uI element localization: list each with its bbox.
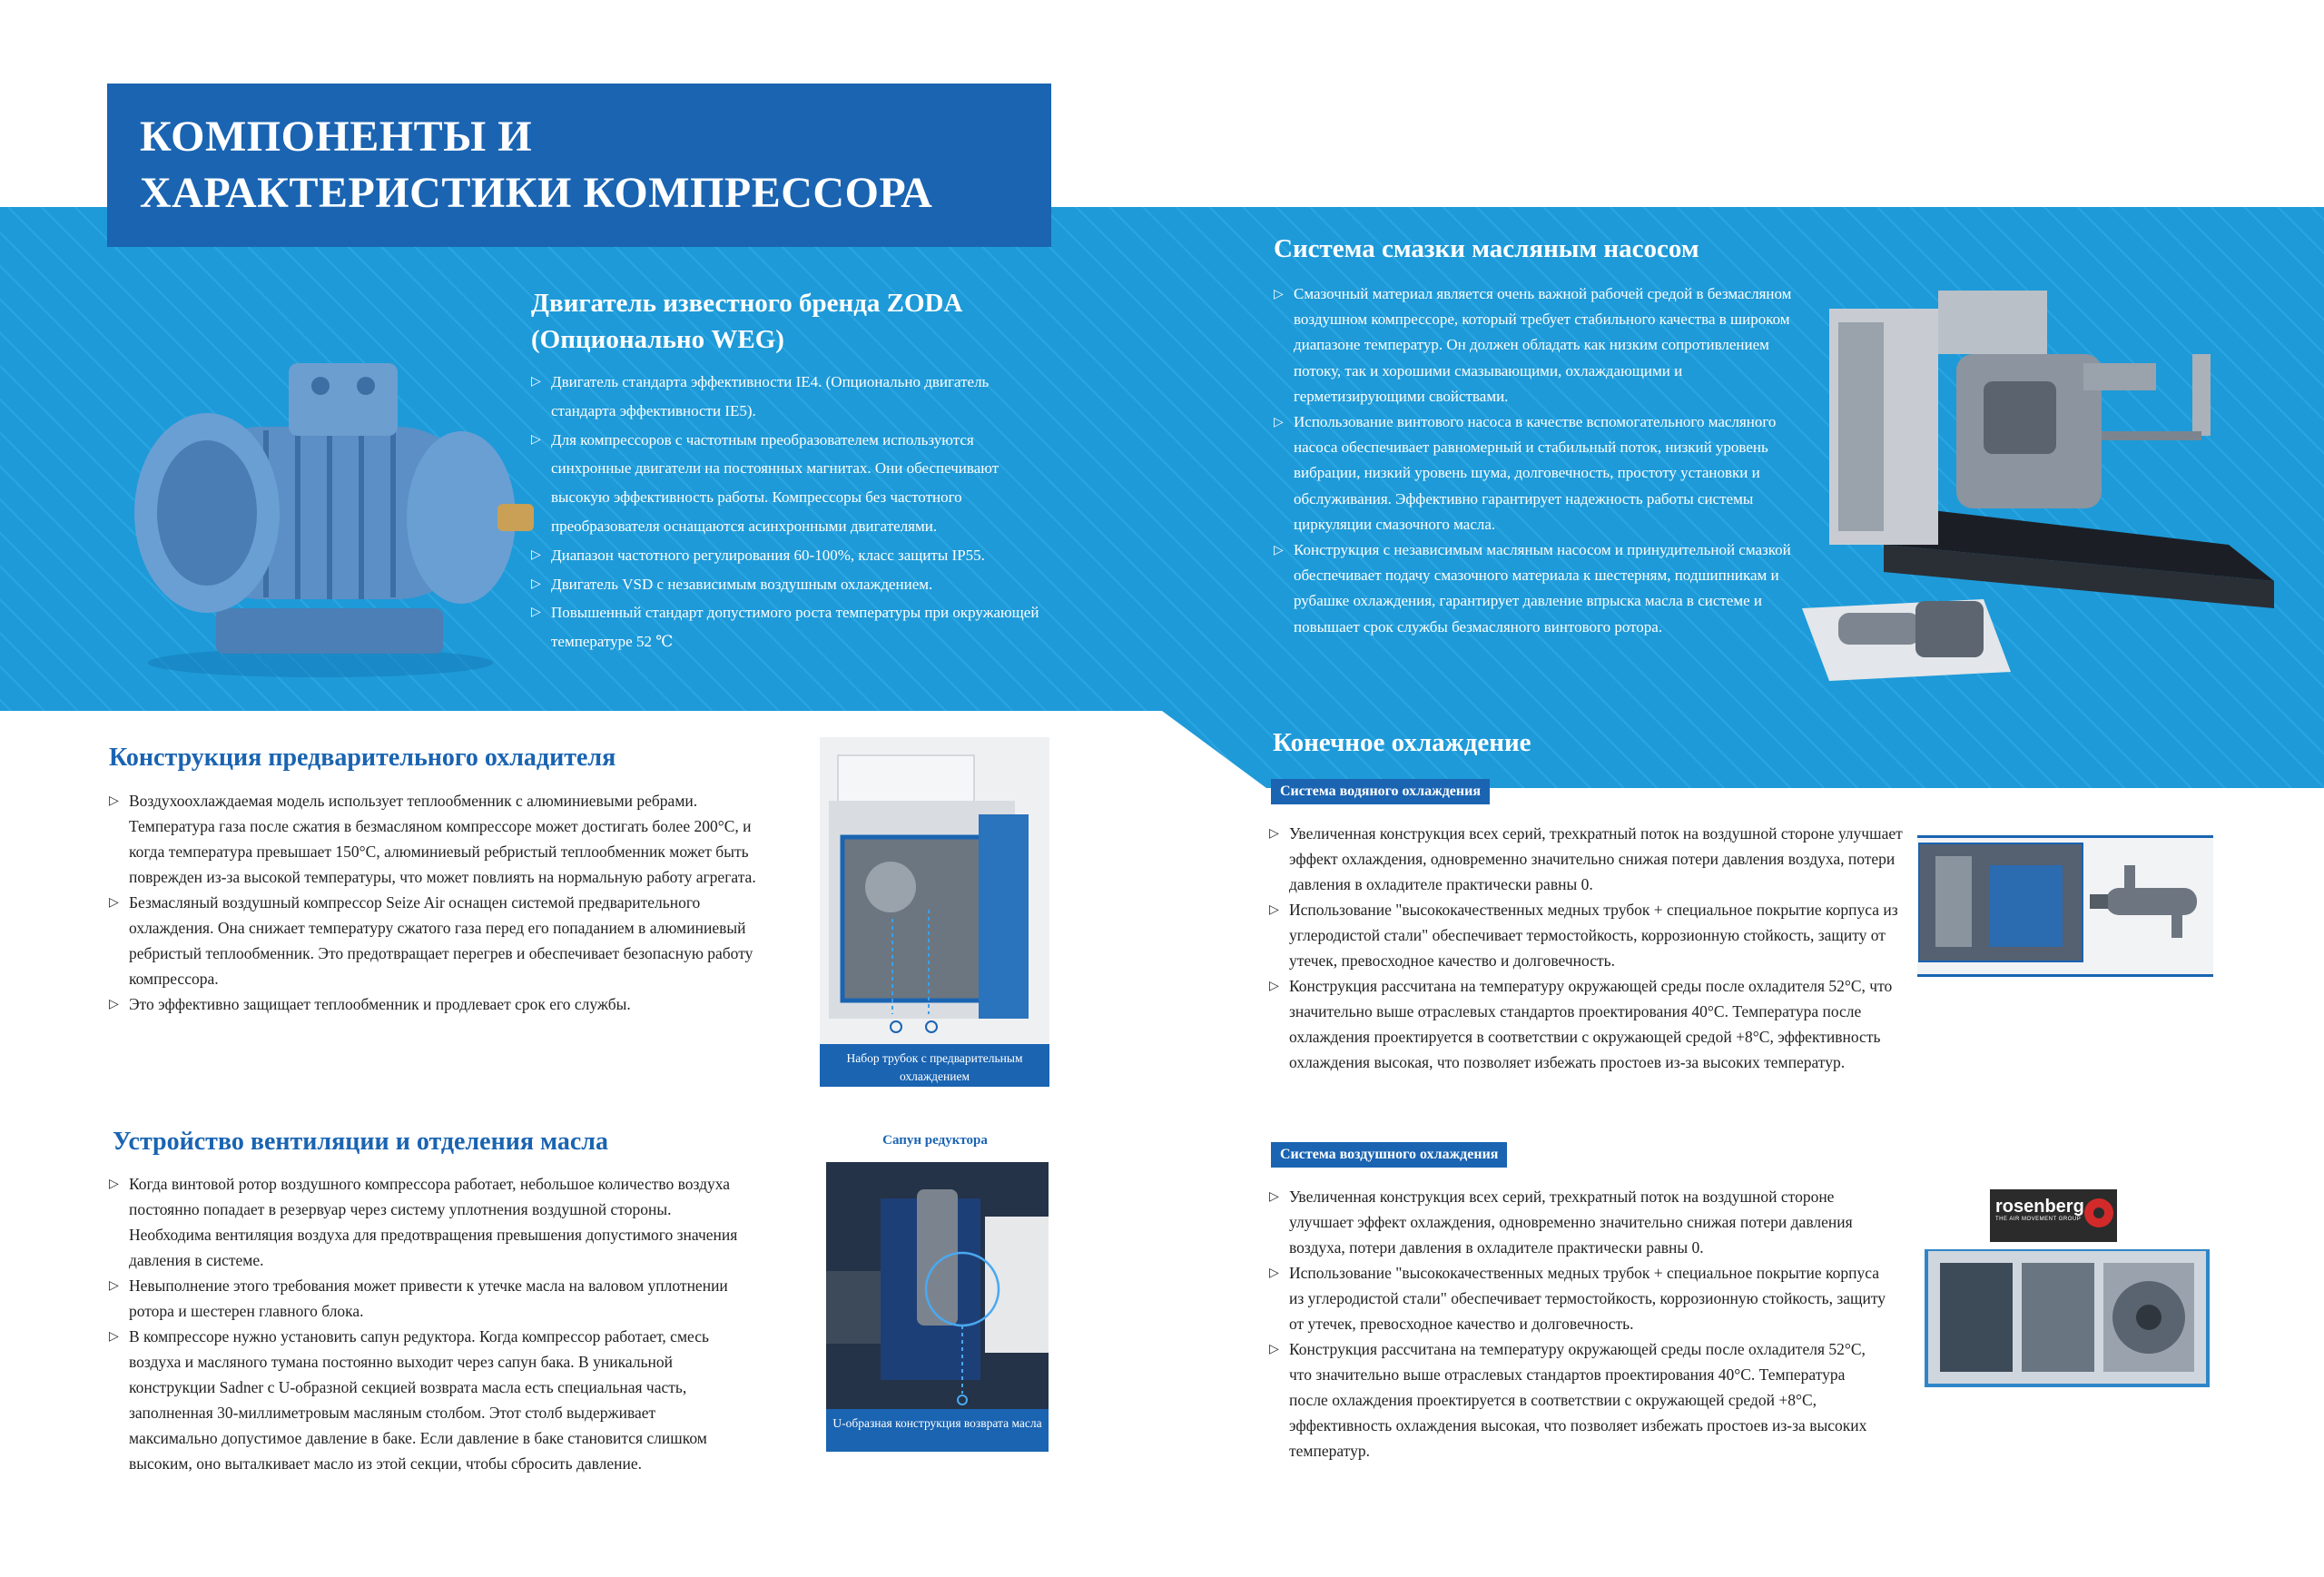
list-item: ▷ Диапазон частотного регулирования 60-100%, класс защиты IP55. — [531, 541, 1058, 570]
list-item: ▷ Это эффективно защищает теплообменник и продлевает срок его службы. — [109, 991, 772, 1017]
page-title — [107, 84, 1051, 247]
list-item: ▷ Использование "высококачественных медных трубок + специальное покрытие корпуса из углеродистой стали" обеспечивает термостойкость, коррозионную стойкость, защиту от утечек, превосходное качество и долговечность. — [1269, 1260, 1886, 1336]
page-title-line-2: ХАРАКТЕРИСТИКИ КОМПРЕССОРА — [140, 169, 933, 217]
lube-system-image — [1802, 272, 2283, 699]
brand-sub-text: THE AIR MOVEMENT GROUP — [1995, 1217, 2082, 1222]
rosenberg-emblem-icon — [2083, 1197, 2115, 1229]
vent-image-title: Сапун редуктора — [882, 1133, 988, 1148]
water-cooling-image — [1917, 835, 2213, 977]
list-item: ▷ Безмасляный воздушный компрессор Seize Air оснащен системой предварительного охлаждения. Она снижает температуру сжатого газа перед его попаданием в алюминиевый ребристый теплообменник. Это предотвращает перегрев и обеспечивает безопасную работу компрессора. — [109, 890, 772, 991]
water-cooling-list — [1269, 821, 1914, 1075]
page-title-line-1: КОМПОНЕНТЫ И — [140, 113, 533, 161]
vent-illustration — [826, 1162, 1049, 1409]
motor-image — [107, 336, 534, 681]
motor-heading-line-1: Двигатель известного бренда ZODA — [531, 289, 963, 318]
list-item: ▷ Использование винтового насоса в качестве вспомогательного масляного насоса обеспечивает равномерный и стабильный поток, низкий уровень вибрации, низкий уровень шума, долговечность, простоту установки и обслуживания. Эффективно гарантирует надежность работы системы циркуляции смазочного масла. — [1274, 409, 1805, 537]
motor-heading — [531, 285, 1076, 358]
vent-image — [826, 1162, 1049, 1409]
water-cooling-illustration — [1917, 838, 2213, 969]
vent-list — [109, 1171, 744, 1476]
list-item: ▷ Двигатель VSD с независимым воздушным охлаждением. — [531, 570, 1058, 599]
vent-heading: Устройство вентиляции и отделения масла — [113, 1128, 608, 1156]
lube-list — [1274, 281, 1805, 640]
list-item: ▷ Двигатель стандарта эффективности IE4. (Опционально двигатель стандарта эффективности IE5). — [531, 368, 1058, 426]
list-item: ▷ Конструкция рассчитана на температуру окружающей среды после охладителя 52°C, что значительно выше отраслевых стандартов проектирования 40°C. Температура после охлаждения проектируется в соответствии с окружающей средой +8°C, эффективность охлаждения высокая, что позволяет избежать простоев из-за высоких температур. — [1269, 973, 1914, 1075]
precooler-image — [820, 737, 1049, 1044]
air-cooling-illustration — [1917, 1249, 2217, 1402]
list-item: ▷ Для компрессоров с частотным преобразователем используются синхронные двигатели на постоянных магнитах. Они обеспечивают высокую эффективность работы. Компрессоры без частотного преобразователя оснащаются асинхронными двигателями. — [531, 426, 1058, 541]
precooler-heading: Конструкция предварительного охладителя — [109, 744, 616, 772]
air-cooling-list — [1269, 1184, 1886, 1464]
list-item: ▷ В компрессоре нужно установить сапун редуктора. Когда компрессор работает, смесь воздуха и масляного тумана постоянно выходит через сапун бака. В уникальной конструкции Sadner с U-образной секцией возврата масла есть специальная часть, заполненная 30-миллиметровым масляным столбом. Этот столб выдерживает максимально допустимое давление в баке. Если давление в баке становится слишком высоким, оно выталкивает масло из этой секции, чтобы сбросить давление. — [109, 1324, 744, 1476]
brand-logo-text: rosenberg — [1995, 1197, 2084, 1217]
list-item: ▷ Конструкция рассчитана на температуру окружающей среды после охладителя 52°C, что значительно выше отраслевых стандартов проектирования 40°C. Температура после охлаждения проектируется в соответствии с окружающей средой +8°C, эффективность охлаждения высокая, что позволяет избежать простоев из-за высоких температур. — [1269, 1336, 1886, 1464]
motor-list — [531, 368, 1058, 656]
list-item: ▷ Невыполнение этого требования может привести к утечке масла на валовом уплотнении ротора и шестерен главного блока. — [109, 1273, 744, 1324]
list-item: ▷ Конструкция с независимым масляным насосом и принудительной смазкой обеспечивает подачу смазочного материала к шестерням, подшипникам и рубашке охлаждения, гарантирует давление впрыска масла в системе и повышает срок службы безмасляного винтового ротора. — [1274, 537, 1805, 640]
list-item: ▷ Использование "высококачественных медных трубок + специальное покрытие корпуса из углеродистой стали" обеспечивает термостойкость, коррозионную стойкость, защиту от утечек, превосходное качество и долговечность. — [1269, 897, 1914, 973]
precooler-illustration — [820, 737, 1049, 1044]
list-item: ▷ Когда винтовой ротор воздушного компрессора работает, небольшое количество воздуха постоянно попадает в резервуар через систему уплотнения воздушной стороны. Необходима вентиляция воздуха для предотвращения превышения допустимого значения давления в системе. — [109, 1171, 744, 1273]
precooler-caption: Набор трубок с предварительным охлаждением — [820, 1044, 1049, 1087]
motor-heading-line-2: (Опционально WEG) — [531, 325, 784, 354]
water-cooling-tag: Система водяного охлаждения — [1271, 779, 1490, 804]
air-cooling-tag: Система воздушного охлаждения — [1271, 1142, 1507, 1168]
final-heading: Конечное охлаждение — [1273, 728, 1531, 757]
lube-heading: Система смазки масляным насосом — [1274, 234, 1699, 263]
air-cooling-image — [1917, 1186, 2217, 1402]
list-item: ▷ Увеличенная конструкция всех серий, трехкратный поток на воздушной стороне улучшает эффект охлаждения, одновременно значительно снижая потери давления воздуха, потери давления в охладителе практически равны 0. — [1269, 821, 1914, 897]
vent-caption: U-образная конструкция возврата масла — [826, 1409, 1049, 1452]
list-item: ▷ Повышенный стандарт допустимого роста температуры при окружающей температуре 52 ℃ — [531, 598, 1058, 656]
rosenberg-logo — [1990, 1189, 2117, 1242]
list-item: ▷ Увеличенная конструкция всех серий, трехкратный поток на воздушной стороне улучшает эффект охлаждения, одновременно значительно снижая потери давления воздуха, потери давления в охладителе практически равны 0. — [1269, 1184, 1886, 1260]
list-item: ▷ Смазочный материал является очень важной рабочей средой в безмасляном воздушном компрессоре, который требует стабильного качества в широком диапазоне температур. Он должен обладать как низким сопротивлением потоку, так и хорошими смазывающими, охлаждающими и герметизирующими свойствами. — [1274, 281, 1805, 409]
list-item: ▷ Воздухоохлаждаемая модель использует теплообменник с алюминиевыми ребрами. Температура газа после сжатия в безмасляном компрессоре может достигать более 200°C, и когда температура превышает 150°C, алюминиевый ребристый теплообменник может быть поврежден из-за высокой температуры, что может повлиять на нормальную работу агрегата. — [109, 788, 772, 890]
precooler-list — [109, 788, 772, 1017]
